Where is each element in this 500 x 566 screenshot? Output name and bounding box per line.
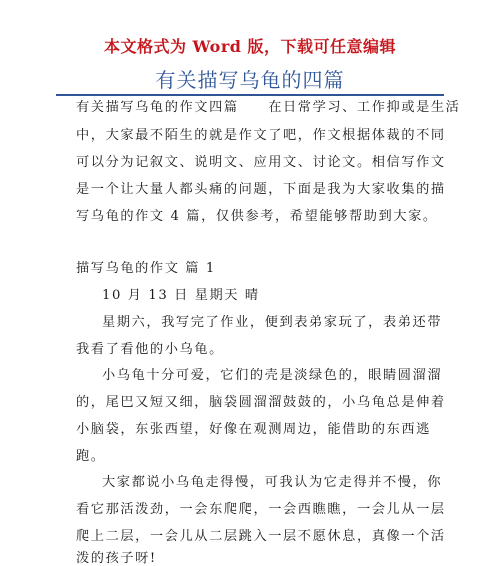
paragraph-line: 跑。 [76,449,106,464]
title-divider [56,94,444,96]
paragraph-line: 小脑袋，东张西望，好像在观测周边，能借助的东西逃 [76,422,431,437]
paragraph-line: 的，尾巴又短又细，脑袋圆溜溜鼓鼓的，小乌龟总是伸着 [76,395,446,410]
document-title: 有关描写乌龟的四篇 [155,68,345,92]
intro-line: 写乌龟的作文 4 篇，仅供参考，希望能够帮助到大家。 [76,209,438,224]
section-heading: 描写乌龟的作文 篇 1 [76,261,216,276]
paragraph-line: 我看了看他的小乌龟。 [76,342,224,357]
intro-line: 中，大家最不陌生的就是作文了吧，作文根据体裁的不同 [76,128,446,143]
diary-date-line: 10 月 13 日 星期天 晴 [102,288,260,303]
intro-line: 有关描写乌龟的作文四篇 在日常学习、工作抑或是生活 [76,100,461,115]
paragraph-line: 小乌龟十分可爱，它们的壳是淡绿色的，眼睛圆溜溜 [102,368,443,383]
paragraph-line: 爬上二层，一会儿从二层跳入一层不愿休息，真像一个活 [76,529,446,544]
paragraph-line: 看它那活泼劲，一会东爬爬，一会西瞧瞧，一会儿从一层 [76,502,446,517]
paragraph-line: 星期六，我写完了作业，便到表弟家玩了，表弟还带 [102,315,443,330]
paragraph-line: 泼的孩子呀! [76,551,157,566]
format-banner: 本文格式为 Word 版，下载可任意编辑 [103,37,397,56]
paragraph-line: 大家都说小乌龟走得慢，可我认为它走得并不慢，你 [102,475,443,490]
intro-line: 是一个让大量人都头痛的问题，下面是我为大家收集的描 [76,182,446,197]
intro-line: 可以分为记叙文、说明文、应用文、讨论文。相信写作文 [76,155,446,170]
